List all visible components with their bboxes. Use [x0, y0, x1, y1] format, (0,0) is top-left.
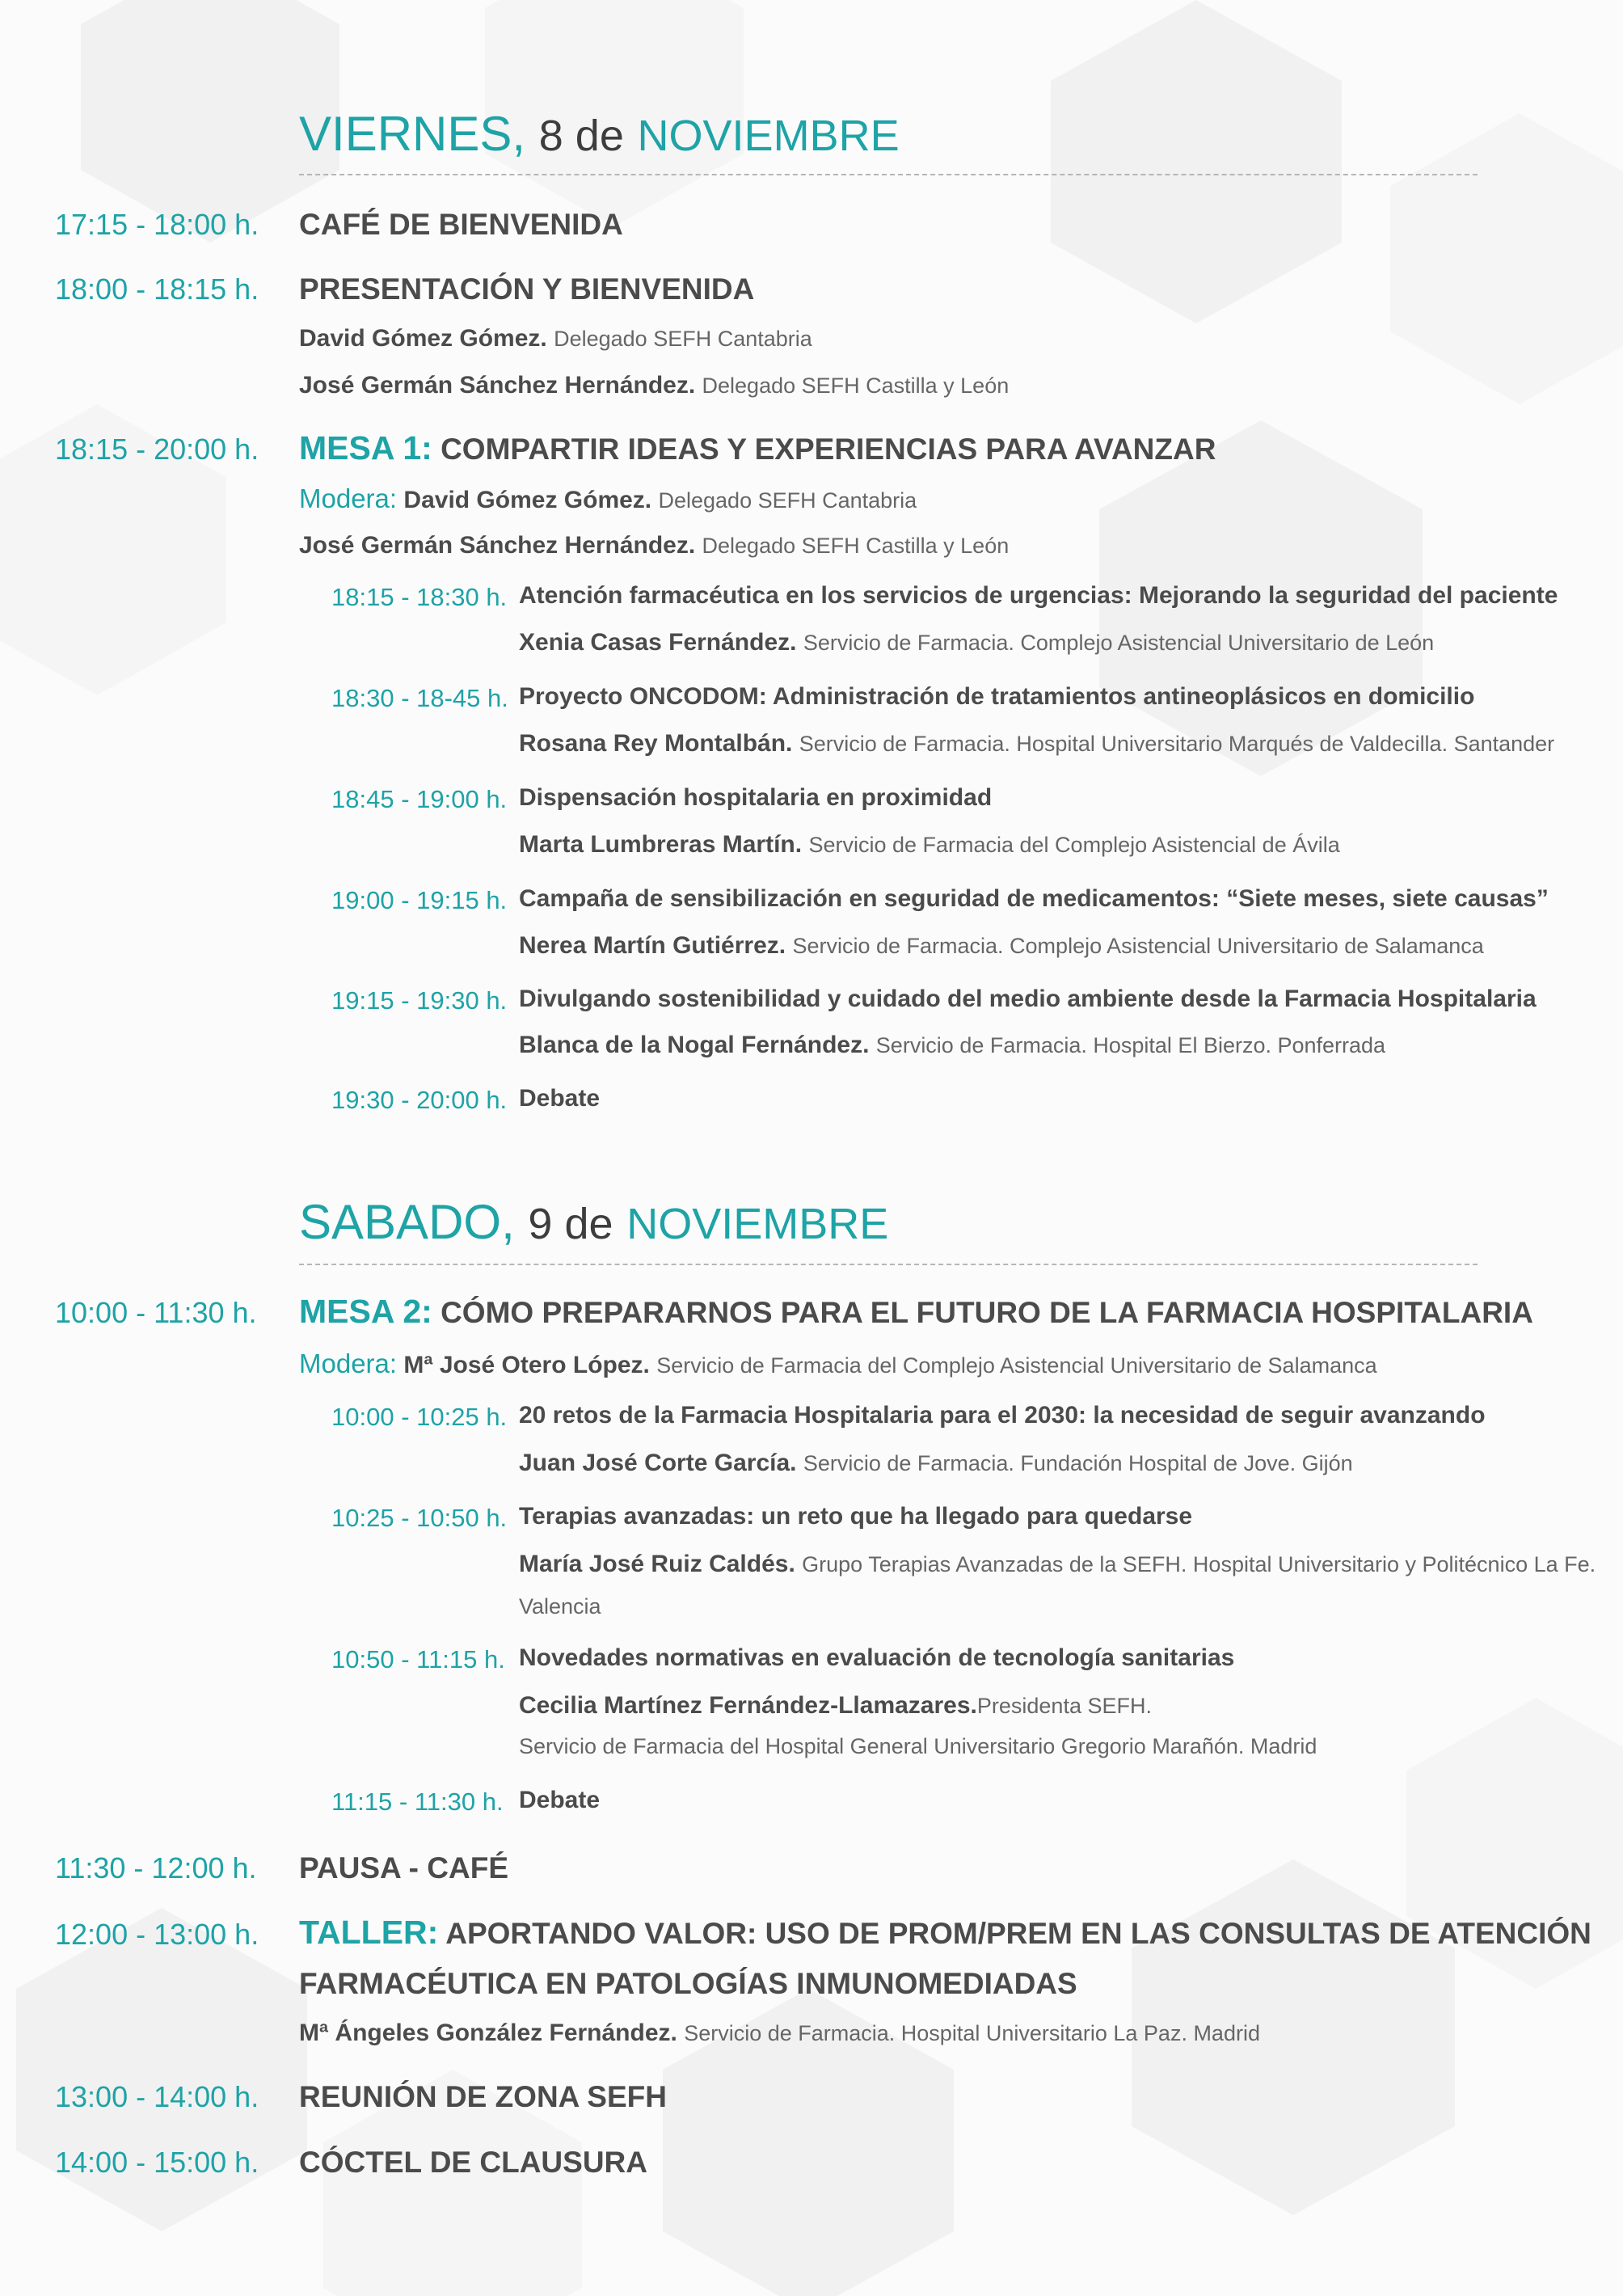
talk-title: Terapias avanzadas: un reto que ha llegado para quedarse: [519, 1503, 1193, 1530]
item-title: REUNIÓN DE ZONA SEFH: [299, 2080, 667, 2113]
taller-label: TALLER:: [299, 1914, 439, 1951]
talk-title: Dispensación hospitalaria en proximidad: [519, 784, 993, 811]
talk-title: 20 retos de la Farmacia Hospitalaria para el 2030: la necesidad de seguir avanzando: [519, 1402, 1486, 1429]
talk-time: 10:50 - 11:15 h.: [331, 1645, 505, 1673]
day2-month: NOVIEMBRE: [626, 1200, 889, 1248]
speaker-affiliation: Servicio de Farmacia del Complejo Asistencial Universitario de Salamanca: [656, 1353, 1377, 1378]
talk-title: Debate: [519, 1787, 601, 1813]
speaker-affiliation: Servicio de Farmacia. Hospital El Bierzo. Ponferrada: [875, 1033, 1386, 1057]
item-time: 12:00 - 13:00 h.: [55, 1918, 259, 1951]
day1-month: NOVIEMBRE: [637, 112, 900, 160]
speaker-name: José Germán Sánchez Hernández.: [299, 532, 696, 559]
talk-time: 19:00 - 19:15 h.: [331, 886, 508, 914]
talk-time: 18:45 - 19:00 h.: [331, 785, 508, 813]
moderator-label: Modera:: [299, 1348, 398, 1378]
speaker-affiliation: Servicio de Farmacia. Fundación Hospital de Jove. Gijón: [803, 1451, 1353, 1475]
talk-time: 19:15 - 19:30 h.: [331, 986, 508, 1015]
taller-title-line1: APORTANDO VALOR: USO DE PROM/PREM EN LAS CONSULTAS DE ATENCIÓN: [445, 1917, 1591, 1950]
day1-heading: [299, 107, 900, 161]
moderator-label: Modera:: [299, 483, 398, 513]
taller-title-line2: FARMACÉUTICA EN PATOLOGÍAS INMUNOMEDIADAS: [299, 1967, 1077, 2000]
talk-speaker-line: [519, 1694, 1152, 1718]
moderator-line: [299, 485, 917, 513]
speaker-name: José Germán Sánchez Hernández.: [299, 372, 696, 399]
speaker-name: David Gómez Gómez.: [403, 487, 652, 513]
talk-speaker-line: [519, 631, 1434, 655]
item-time: 10:00 - 11:30 h.: [55, 1296, 257, 1329]
speaker-line: [299, 534, 1009, 558]
day1-weekday: VIERNES,: [299, 107, 526, 161]
talk-title: Debate: [519, 1085, 601, 1112]
day1-date: 8 de: [538, 112, 624, 160]
speaker-affiliation: Delegado SEFH Castilla y León: [702, 374, 1010, 398]
speaker-affiliation-cont: Valencia: [519, 1594, 601, 1619]
speaker-affiliation: Servicio de Farmacia. Hospital Universitario La Paz. Madrid: [684, 2021, 1260, 2045]
speaker-affiliation: Servicio de Farmacia del Complejo Asistencial de Ávila: [808, 833, 1340, 857]
talk-time: 10:00 - 10:25 h.: [331, 1403, 508, 1431]
talk-speaker-line: [519, 1451, 1353, 1475]
talk-speaker-line: [519, 934, 1484, 958]
mesa1-label: MESA 1:: [299, 429, 432, 466]
speaker-name: Mª José Otero López.: [403, 1352, 650, 1378]
day2-weekday: SABADO,: [299, 1195, 515, 1249]
speaker-name: Rosana Rey Montalbán.: [519, 730, 793, 757]
talk-time: 10:25 - 10:50 h.: [331, 1504, 508, 1532]
item-time: 17:15 - 18:00 h.: [55, 208, 259, 241]
speaker-affiliation: Grupo Terapias Avanzadas de la SEFH. Hospital Universitario y Politécnico La Fe.: [802, 1552, 1596, 1576]
speaker-name: Blanca de la Nogal Fernández.: [519, 1032, 870, 1058]
speaker-name: María José Ruiz Caldés.: [519, 1551, 795, 1577]
speaker-affiliation: Servicio de Farmacia. Hospital Universitario Marqués de Valdecilla. Santander: [799, 732, 1555, 756]
talk-speaker-line: [299, 2021, 1260, 2045]
mesa2-title: [299, 1295, 1533, 1328]
mesa2-label: MESA 2:: [299, 1293, 432, 1330]
talk-time: 19:30 - 20:00 h.: [331, 1086, 508, 1114]
speaker-affiliation: Delegado SEFH Cantabria: [658, 488, 917, 513]
talk-speaker-line: [519, 833, 1340, 857]
speaker-name: Marta Lumbreras Martín.: [519, 831, 803, 858]
speaker-affiliation: Servicio de Farmacia. Complejo Asistencial Universitario de Salamanca: [792, 934, 1484, 958]
speaker-name: Nerea Martín Gutiérrez.: [519, 932, 786, 959]
talk-title: Proyecto ONCODOM: Administración de tratamientos antineoplásicos en domicilio: [519, 683, 1475, 710]
talk-speaker-line: [519, 732, 1554, 756]
speaker-name: David Gómez Gómez.: [299, 325, 547, 352]
talk-time: 18:30 - 18-45 h.: [331, 684, 508, 712]
mesa1-title-text: COMPARTIR IDEAS Y EXPERIENCIAS PARA AVANZAR: [441, 433, 1216, 466]
talk-title: Atención farmacéutica en los servicios de urgencias: Mejorando la seguridad del paciente: [519, 582, 1558, 609]
item-title: CAFÉ DE BIENVENIDA: [299, 208, 623, 241]
talk-speaker-line: [519, 1033, 1385, 1057]
day1-divider: [299, 174, 1478, 175]
speaker-name: Mª Ángeles González Fernández.: [299, 2020, 677, 2046]
item-title: PRESENTACIÓN Y BIENVENIDA: [299, 272, 755, 306]
mesa2-title-text: CÓMO PREPARARNOS PARA EL FUTURO DE LA FARMACIA HOSPITALARIA: [441, 1296, 1533, 1329]
speaker-line: [299, 374, 1009, 398]
moderator-line: [299, 1350, 1377, 1378]
speaker-line: [299, 327, 812, 351]
talk-title: Divulgando sostenibilidad y cuidado del medio ambiente desde la Farmacia Hospitalaria: [519, 986, 1537, 1012]
speaker-name: Juan José Corte García.: [519, 1450, 797, 1476]
item-title: CÓCTEL DE CLAUSURA: [299, 2146, 647, 2179]
speaker-affiliation: Presidenta SEFH.: [976, 1694, 1152, 1718]
talk-time: 18:15 - 18:30 h.: [331, 583, 508, 611]
mesa1-title: [299, 429, 1216, 466]
talk-title: Novedades normativas en evaluación de tecnología sanitarias: [519, 1644, 1235, 1671]
speaker-affiliation: Servicio de Farmacia. Complejo Asistencial Universitario de León: [803, 631, 1435, 655]
speaker-affiliation-cont: Servicio de Farmacia del Hospital General Universitario Gregorio Marañón. Madrid: [519, 1734, 1317, 1758]
speaker-affiliation: Delegado SEFH Cantabria: [554, 327, 812, 351]
talk-speaker-line: [519, 1552, 1596, 1576]
day2-date: 9 de: [528, 1200, 613, 1248]
item-time: 11:30 - 12:00 h.: [55, 1851, 257, 1884]
talk-time: 11:15 - 11:30 h.: [331, 1787, 504, 1816]
talk-title: Campaña de sensibilización en seguridad de medicamentos: “Siete meses, siete causas”: [519, 885, 1549, 912]
item-time: 14:00 - 15:00 h.: [55, 2146, 259, 2179]
item-time: 18:15 - 20:00 h.: [55, 433, 259, 466]
day2-heading: [299, 1195, 889, 1249]
taller-title: [299, 1916, 1591, 1949]
speaker-affiliation: Delegado SEFH Castilla y León: [702, 534, 1010, 558]
day2-divider: [299, 1264, 1478, 1265]
item-time: 18:00 - 18:15 h.: [55, 272, 259, 306]
item-title: PAUSA - CAFÉ: [299, 1851, 508, 1884]
speaker-name: Xenia Casas Fernández.: [519, 629, 797, 656]
speaker-name: Cecilia Martínez Fernández-Llamazares.: [519, 1692, 977, 1719]
item-time: 13:00 - 14:00 h.: [55, 2080, 259, 2113]
